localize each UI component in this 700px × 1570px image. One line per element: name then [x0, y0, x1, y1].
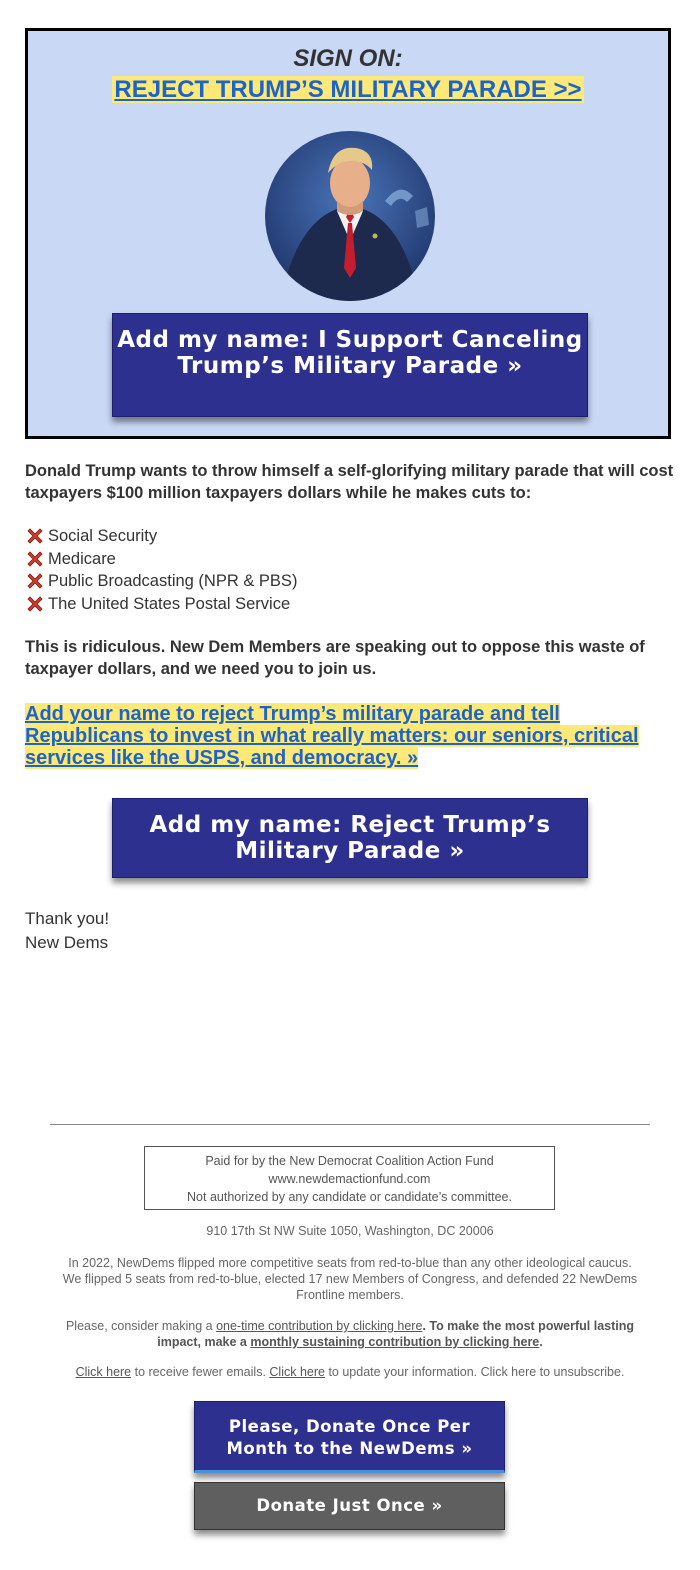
contrib-mid: . To make the most powerful lasting impact, make a: [157, 1319, 635, 1349]
red-x-icon: [25, 594, 45, 614]
reject-parade-link[interactable]: REJECT TRUMP’S MILITARY PARADE >>: [114, 76, 582, 103]
email-preferences: [60, 1364, 640, 1380]
cut-item-label: Medicare: [48, 549, 116, 568]
not-authorized-text: Not authorized by any candidate or candidate’s committee.: [187, 1190, 512, 1204]
portrait-illustration: [265, 131, 435, 301]
cuts-list: [25, 525, 297, 615]
website-text: www.newdemactionfund.com: [268, 1172, 431, 1186]
fewer-emails-text: to receive fewer emails.: [131, 1365, 270, 1379]
cut-item-label: Public Broadcasting (NPR & PBS): [48, 572, 298, 590]
record-paragraph: In 2022, NewDems flipped more competitive seats from red-to-blue than any other ideological caucus. We flipped 5 seats from red-to-blue, elected 17 new Members of Congress, and defended 22 NewDems Frontline members.: [62, 1256, 638, 1302]
thank-you-text: Thank you!: [25, 909, 110, 928]
paid-for-text: Paid for by the New Democrat Coalition Action Fund: [205, 1154, 494, 1168]
contribution-paragraph: [60, 1318, 640, 1350]
support-canceling-parade-button[interactable]: Add my name: I Support Canceling Trump’s Military Parade »: [112, 313, 588, 417]
red-x-icon: [25, 526, 45, 546]
hero-link-wrap: [28, 76, 668, 104]
footer-divider: [50, 1124, 650, 1125]
add-name-link[interactable]: Add your name to reject Trump’s military parade and tell Republicans to invest in what really matters: our seniors, critical services like the USPS, and democracy. »: [25, 703, 639, 769]
reject-parade-button[interactable]: Add my name: Reject Trump’s Military Parade »: [112, 798, 588, 878]
address: 910 17th St NW Suite 1050, Washington, DC 20006: [206, 1224, 494, 1238]
oppose-paragraph: This is ridiculous. New Dem Members are speaking out to oppose this waste of taxpayer dollars, and we need you to join us.: [25, 638, 645, 678]
sign-on-heading: SIGN ON:: [293, 45, 403, 72]
update-info-text: to update your information. Click here to unsubscribe.: [324, 1365, 625, 1379]
list-item: [25, 548, 297, 571]
one-time-contribution-link[interactable]: one-time contribution by clicking here: [216, 1319, 423, 1333]
cut-item-label: The United States Postal Service: [48, 594, 291, 613]
update-info-link[interactable]: Click here: [269, 1365, 325, 1379]
list-item: [25, 525, 297, 548]
paid-for-disclaimer: [144, 1146, 555, 1210]
fewer-emails-link[interactable]: Click here: [75, 1365, 132, 1379]
signoff-block: [25, 907, 109, 955]
petition-hero: [25, 28, 671, 439]
intro-paragraph: Donald Trump wants to throw himself a self-glorifying military parade that will cost taxpayers $100 million taxpayers dollars while he makes cuts to:: [25, 462, 674, 502]
cta-paragraph: [25, 703, 675, 769]
signoff-name: New Dems: [25, 933, 109, 952]
donate-once-button[interactable]: Donate Just Once »: [194, 1482, 505, 1530]
contrib-end: .: [539, 1335, 543, 1349]
cut-item-label: Social Security: [48, 527, 158, 545]
contrib-prefix: Please, consider making a: [65, 1319, 217, 1333]
trump-portrait: [265, 131, 435, 301]
red-x-icon: [25, 571, 45, 591]
monthly-contribution-link[interactable]: monthly sustaining contribution by clicking here: [250, 1335, 540, 1349]
red-x-icon: [25, 549, 45, 569]
list-item: [25, 593, 297, 616]
donate-monthly-button[interactable]: Please, Donate Once Per Month to the NewDems »: [194, 1401, 505, 1473]
list-item: [25, 570, 297, 593]
